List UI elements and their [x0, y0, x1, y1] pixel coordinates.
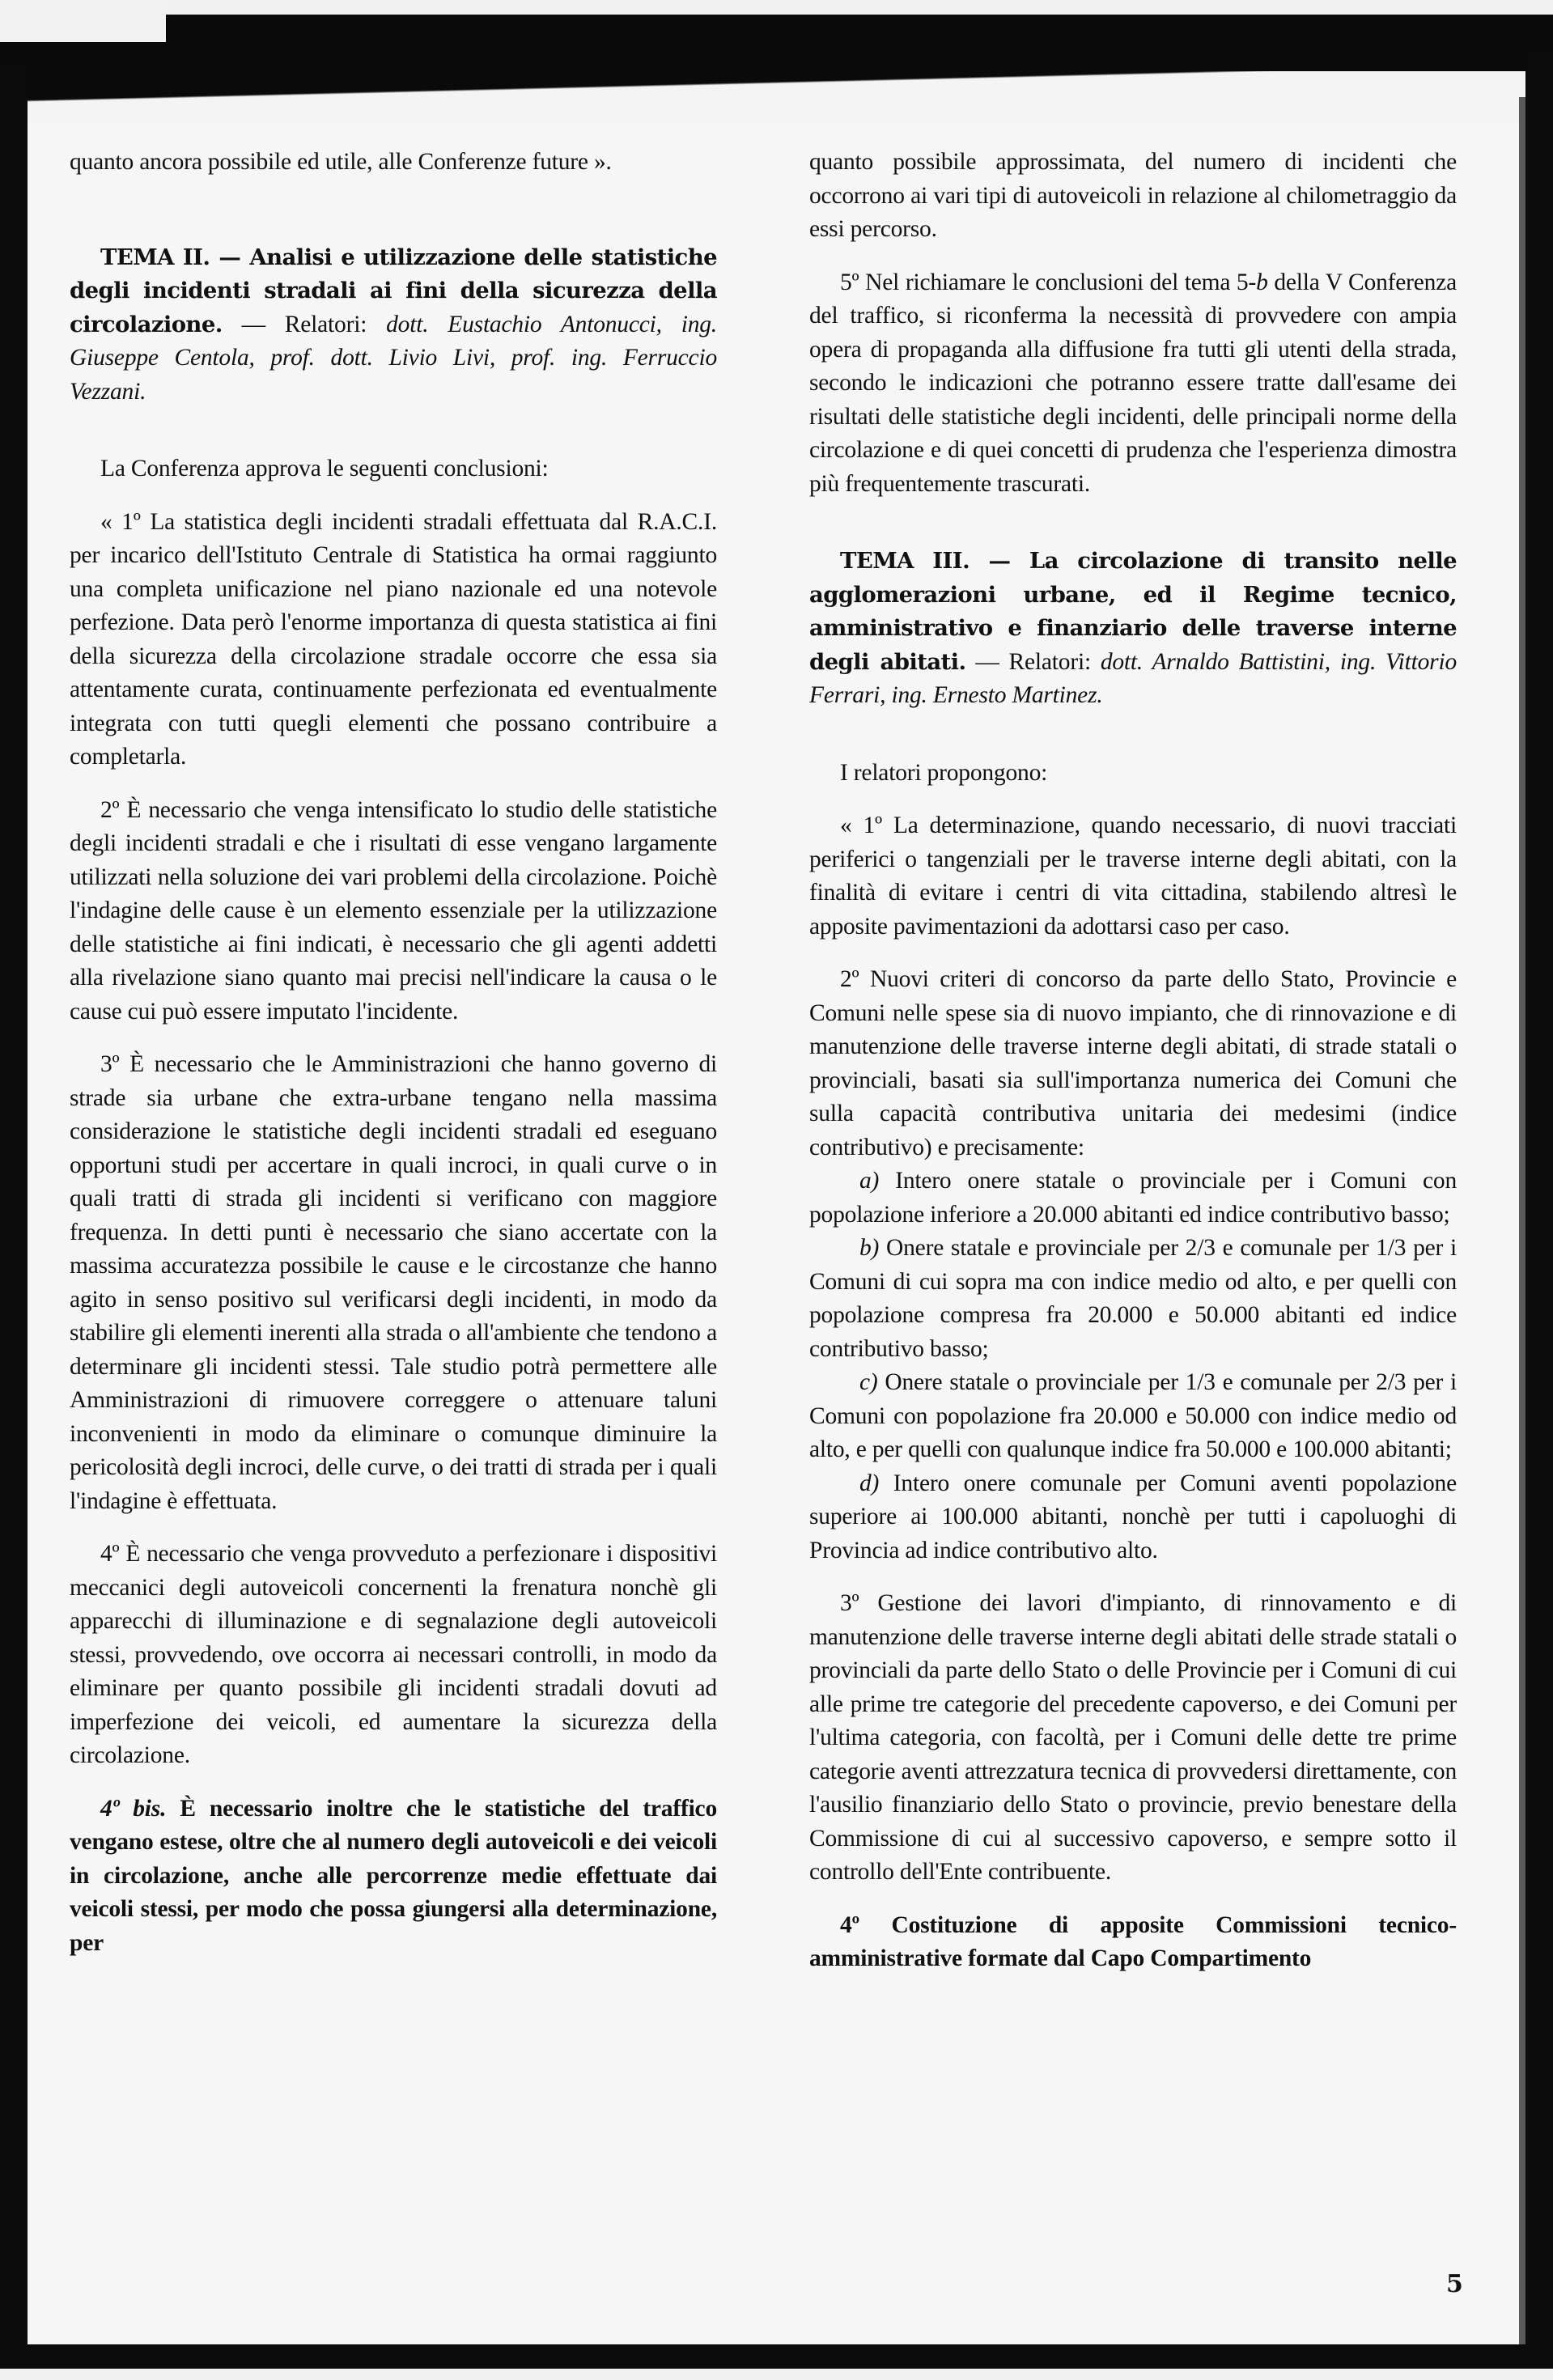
page-number: 5	[1446, 2270, 1463, 2298]
spacer	[809, 520, 1457, 545]
conclusion-paragraph-2: 2º È necessario che venga intensificato lo studio delle statistiche degli incidenti stradali e che i risultati di esse vengano largamente utilizzati nella soluzione dei vari problemi della circolazione. Poichè l'indagine delle cause è un elemento essenziale per la utilizzazione delle statistiche ai fini indicati, è necessario che gli agenti addetti alla rivelazione siano quanto mai precisi nell'indicare la causa o le cause cui può essere imputato l'incidente.	[70, 796, 717, 1025]
tema-3-title: TEMA III. — La circolazione di transito nelle agglomerazioni urbane, ed il Regime tecnico, amministrativo e finanziario delle traverse interne degli abitati.	[809, 548, 1457, 675]
tema-2-title: TEMA II. — Analisi e utilizzazione delle statistiche degli incidenti stradali ai fini della sicurezza della circolazione.	[70, 244, 717, 337]
proposals-intro: I relatori propongono:	[840, 759, 1048, 786]
sub-item-b	[809, 1232, 1457, 1366]
sub-item-text: Onere statale o provinciale per 1/3 e comunale per 2/3 per i Comuni con popolazione fra 20.000 e 50.000 con indice medio od alto, e per quelli con qualunque indice fra 50.000 e 100.000 abitanti;	[809, 1369, 1457, 1462]
right-column	[809, 146, 1457, 1996]
conclusion-paragraph-1: « 1º La statistica degli incidenti stradali effettuata dal R.A.C.I. per incarico dell'Istituto Centrale di Statistica ha ormai raggiunto una completa unificazione nel piano nazionale ed una notevole perfezione. Data però l'enorme importanza di questa statistica ai fini della sicurezza della circolazione stradale occorre che essa sia attentamente curata, continuamente perfezionata ed eventualmente integrata con tutti quegli elementi che possano contribuire a completarla.	[70, 508, 717, 770]
scan-border-top	[0, 15, 1553, 71]
tema-3-heading-block	[809, 545, 1457, 713]
scan-margin-bottom	[0, 2369, 1553, 2380]
relatori-label: — Relatori:	[222, 311, 387, 337]
continuation-text: quanto ancora possibile ed utile, alle Conferenze future ».	[70, 149, 612, 175]
sub-item-label: d)	[859, 1470, 880, 1496]
sub-item-label: a)	[859, 1168, 880, 1194]
proposal-paragraph-3: 3º Gestione dei lavori d'impianto, di rinnovamento e di manutenzione delle traverse interne degli abitati delle strade statali o provinciali da parte dello Stato o delle Provincie per i Comuni di cui alle prime tre categorie del precedente capoverso, e dei Comuni per l'ultima categoria, con facoltà, per i Comuni delle dette tre prime categorie aventi attrezzatura tecnica di provvedersi direttamente, con l'ausilio finanziario dello Stato o provincie, previo benestare della Commissione di cui al successivo capoverso, e sempre sotto il controllo dell'Ente contribuente.	[809, 1590, 1457, 1885]
proposal-paragraph-1: « 1º La determinazione, quando necessario, di nuovi tracciati periferici o tangenziali per le traverse interne degli abitati, con la finalità di evitare i centri di vita cittadina, stabilendo altresì le apposite pavimentazioni da adottarsi caso per caso.	[809, 812, 1457, 940]
scan-border-right-inner	[1519, 97, 1525, 2347]
proposal-paragraph-4: 4º Costituzione di apposite Commissioni tecnico-amministrative formate dal Capo Compartimento	[809, 1911, 1457, 1971]
sub-item-text: Intero onere comunale per Comuni aventi popolazione superiore ai 100.000 abitanti, nonchè per tutti i capoluoghi di Provincia ad indice contributivo alto.	[809, 1470, 1457, 1563]
sub-item-c	[809, 1366, 1457, 1467]
paragraph-text: È necessario inoltre che le statistiche del traffico vengano estese, oltre che al numero degli autoveicoli e dei veicoli in circolazione, anche alle percorrenze medie effettuate dai veicoli stessi, per modo che possa giungersi alla determinazione, per	[70, 1795, 718, 1956]
document-page	[28, 121, 1519, 2343]
sub-item-label: b)	[859, 1235, 880, 1261]
sub-item-a	[809, 1165, 1457, 1232]
paragraph-text: della V Conferenza del traffico, si riconferma la necessità di provvedere con ampia opera di propaganda alla diffusione fra tutti gli utenti della strada, secondo le indicazioni che potranno essere tratte dall'esame dei risultati delle statistiche degli incidenti, delle principali norme della circolazione e di quei concetti di prudenza che l'esperienza dimostra più frequentemente trascurati.	[809, 269, 1457, 497]
paragraph-italic-ref: b	[1256, 269, 1268, 295]
scan-paper-notch	[0, 0, 166, 42]
sub-item-d	[809, 1467, 1457, 1568]
continuation-text: quanto possibile approssimata, del numero di incidenti che occorrono ai vari tipi di autoveicoli in relazione al chilometraggio da essi percorso.	[809, 149, 1457, 242]
spacer	[809, 732, 1457, 757]
spacer	[70, 199, 717, 241]
scan-border-left	[0, 65, 28, 2379]
conclusion-paragraph-4: 4º È necessario che venga provveduto a perfezionare i dispositivi meccanici degli autoveicoli concernenti la frenatura nonchè gli apparecchi di illuminazione e di segnalazione degli autoveicoli stessi, provvedendo, ove occorra ai necessari controlli, in modo da eliminare per quanto possibile gli incidenti stradali dovuti ad imperfezione dei veicoli, ed aumentare la sicurezza della circolazione.	[70, 1541, 717, 1768]
proposal-paragraph-2: 2º Nuovi criteri di concorso da parte dello Stato, Provincie e Comuni nelle spese sia di nuovo impianto, che di rinnovazione e di manutenzione delle traverse interne degli abitati, di strade statali o provinciali, basati sia sull'importanza numerica dei Comuni che sulla capacità contributiva unitaria dei medesimi (indice contributivo) e precisamente:	[809, 966, 1457, 1160]
tema-2-heading-block	[70, 241, 717, 409]
paragraph-text: 5º Nel richiamare le conclusioni del tema 5-	[840, 269, 1257, 295]
sub-item-label: c)	[859, 1369, 878, 1395]
relatori-names: dott. Eustachio Antonucci, ing. Giuseppe Centola, prof. dott. Livio Livi, prof. ing. Ferruccio Vezzani.	[70, 311, 717, 405]
scan-border-right	[1525, 49, 1553, 2363]
left-column	[70, 146, 717, 1979]
conclusions-intro: La Conferenza approva le seguenti conclusioni:	[100, 456, 549, 482]
sub-item-text: Onere statale e provinciale per 2/3 e comunale per 1/3 per i Comuni di cui sopra ma con indice medio od alto, e per quelli con popolazione compresa fra 20.000 e 50.000 abitanti ed indice contributivo basso;	[809, 1235, 1457, 1362]
scan-shadow-top	[0, 65, 1553, 121]
spacer	[70, 428, 717, 452]
scan-border-bottom	[0, 2344, 1553, 2369]
paragraph-label: 4º bis.	[100, 1795, 167, 1822]
relatori-label: — Relatori:	[965, 648, 1101, 675]
relatori-names: dott. Arnaldo Battistini, ing. Vittorio Ferrari, ing. Ernesto Martinez.	[809, 648, 1457, 708]
sub-item-text: Intero onere statale o provinciale per i Comuni con popolazione inferiore a 20.000 abitanti ed indice contributivo basso;	[809, 1168, 1457, 1228]
conclusion-paragraph-4bis	[70, 1792, 717, 1961]
conclusion-paragraph-5	[809, 266, 1457, 502]
conclusion-paragraph-3: 3º È necessario che le Amministrazioni che hanno governo di strade sia urbane che extra-urbane tengano nella massima considerazione le statistiche degli incidenti stradali ed eseguano opportuni studi per accertare in quali incroci, in quali curve o in quali tratti di strada gli incidenti si verificano con maggiore frequenza. In detti punti è necessario che siano accertate con la massima accuratezza possibile le cause e le circostanze che hanno agito in senso positivo sul verificarsi degli incidenti, in modo da stabilire gli elementi inerenti alla strada o all'ambiente che tendono a determinare gli incidenti stessi. Tale studio potrà permettere alle Amministrazioni di rimuovere correggere o attenuare taluni inconvenienti in modo da eliminare o comunque diminuire la pericolosità degli incroci, delle curve, o dei tratti di strada per i quali l'indagine è effettuata.	[70, 1051, 717, 1514]
